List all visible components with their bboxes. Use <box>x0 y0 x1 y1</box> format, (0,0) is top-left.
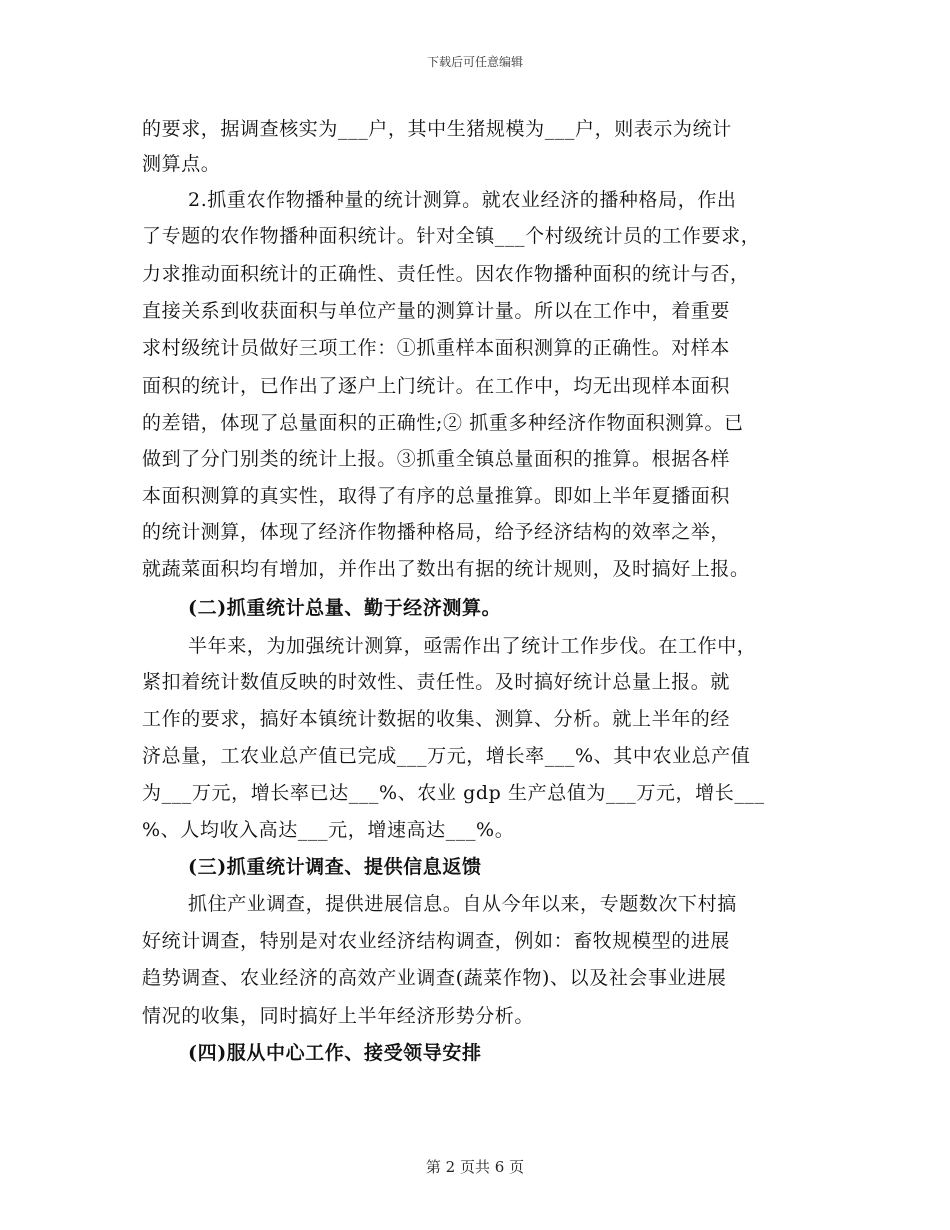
body-line: 的要求，据调查核实为___户，其中生猪规模为___户，则表示为统计 <box>142 118 732 140</box>
body-line: 求村级统计员做好三项工作：①抓重样本面积测算的正确性。对样本 <box>142 337 731 359</box>
body-line: 就蔬菜面积均有增加，并作出了数出有据的统计规则，及时搞好上报。 <box>142 558 750 580</box>
body-line: 趋势调查、农业经济的高效产业调查(蔬菜作物)、以及社会事业进展 <box>142 967 727 989</box>
page-header: 下载后可任意编辑 <box>426 55 523 69</box>
body-line: 半年来，为加强统计测算，亟需作出了统计工作步伐。在工作中， <box>188 635 757 657</box>
body-line: 情况的收集，同时搞好上半年经济形势分析。 <box>142 1005 535 1027</box>
body-line: 工作的要求，搞好本镇统计数据的收集、测算、分析。就上半年的经 <box>142 708 731 730</box>
body-line: 为___万元，增长率已达___%、农业 gdp 生产总值为___万元，增长___ <box>142 782 765 804</box>
body-line: 好统计调查，特别是对农业经济结构调查，例如：畜牧规模型的进展 <box>142 930 731 952</box>
body-line: 紧扣着统计数值反映的时效性、责任性。及时搞好统计总量上报。就 <box>142 671 731 693</box>
body-line: 抓住产业调查，提供进展信息。自从今年以来，专题数次下村搞 <box>188 893 737 915</box>
section-heading: (二)抓重统计总量、勤于经济测算。 <box>188 597 502 619</box>
body-line: 的统计测算，体现了经济作物播种格局，给予经济结构的效率之举， <box>142 521 731 543</box>
section-heading: (三)抓重统计调查、提供信息返馈 <box>188 856 482 878</box>
body-line: 了专题的农作物播种面积统计。针对全镇___个村级统计员的工作要求， <box>142 225 761 247</box>
section-heading: (四)服从中心工作、接受领导安排 <box>188 1042 482 1064</box>
body-line: 2.抓重农作物播种量的统计测算。就农业经济的播种格局，作出 <box>188 189 737 211</box>
body-line: 济总量，工农业总产值已完成___万元，增长率___%、其中农业总产值 <box>142 745 751 767</box>
body-line: 面积的统计，已作出了逐户上门统计。在工作中，均无出现样本面积 <box>142 375 731 397</box>
body-line: 的差错，体现了总量面积的正确性;② 抓重多种经济作物面积测算。已 <box>142 412 744 434</box>
body-line: 本面积测算的真实性，取得了有序的总量推算。即如上半年夏播面积 <box>142 485 731 507</box>
body-line: 做到了分门别类的统计上报。③抓重全镇总量面积的推算。根据各样 <box>142 448 731 470</box>
body-line: 测算点。 <box>142 153 221 175</box>
page-number: 第 2 页共 6 页 <box>425 1158 525 1176</box>
body-line: 力求推动面积统计的正确性、责任性。因农作物播种面积的统计与否， <box>142 263 750 285</box>
body-line: 直接关系到收获面积与单位产量的测算计量。所以在工作中，着重要 <box>142 300 731 322</box>
body-line: %、人均收入高达___元，增速高达___%。 <box>142 819 515 841</box>
